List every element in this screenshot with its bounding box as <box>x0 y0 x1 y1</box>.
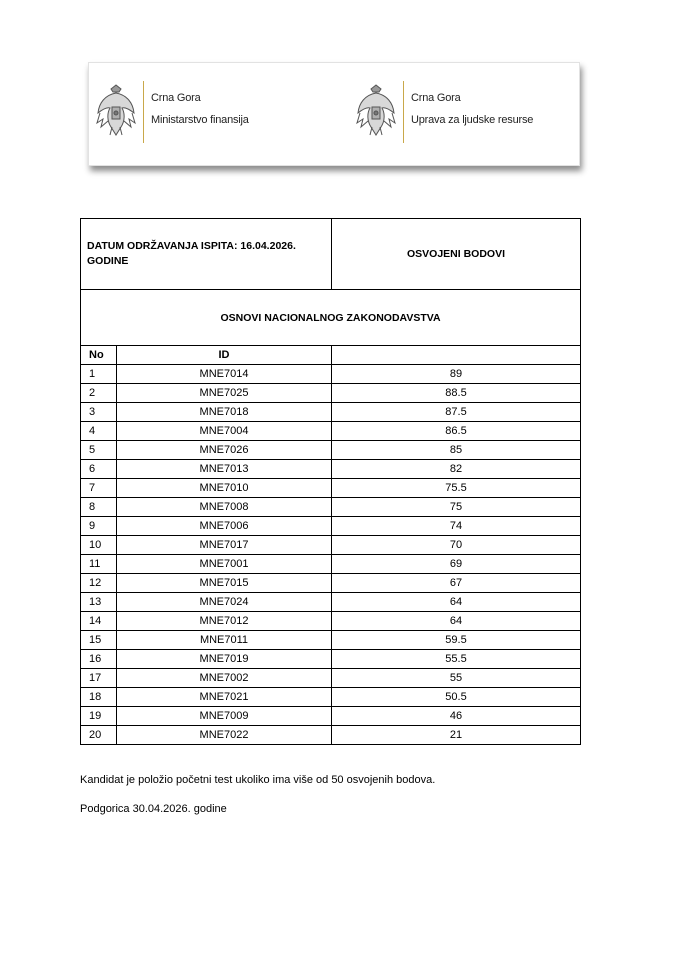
candidate-id: MNE7022 <box>117 726 332 745</box>
row-number: 17 <box>81 669 117 688</box>
table-row <box>81 650 581 669</box>
table-body <box>81 365 581 745</box>
table-row <box>81 726 581 745</box>
table-row <box>81 688 581 707</box>
points-value: 64 <box>332 593 581 612</box>
exam-results-table <box>80 218 581 745</box>
table-row <box>81 365 581 384</box>
points-value: 70 <box>332 536 581 555</box>
agency-label <box>411 87 533 131</box>
table-row <box>81 460 581 479</box>
header-banner <box>88 62 580 166</box>
candidate-id: MNE7011 <box>117 631 332 650</box>
candidate-id: MNE7019 <box>117 650 332 669</box>
candidate-id: MNE7013 <box>117 460 332 479</box>
row-number: 16 <box>81 650 117 669</box>
ministry-name: Ministarstvo finansija <box>151 114 249 126</box>
column-id-header: ID <box>117 346 332 365</box>
points-value: 64 <box>332 612 581 631</box>
row-number: 19 <box>81 707 117 726</box>
points-value: 75.5 <box>332 479 581 498</box>
candidate-id: MNE7001 <box>117 555 332 574</box>
coat-of-arms-icon <box>355 83 397 139</box>
table-header-row <box>81 219 581 290</box>
row-number: 15 <box>81 631 117 650</box>
candidate-id: MNE7018 <box>117 403 332 422</box>
candidate-id: MNE7025 <box>117 384 332 403</box>
points-value: 88.5 <box>332 384 581 403</box>
column-no-header: No <box>81 346 117 365</box>
points-value: 85 <box>332 441 581 460</box>
row-number: 12 <box>81 574 117 593</box>
row-number: 20 <box>81 726 117 745</box>
points-value: 75 <box>332 498 581 517</box>
table-row <box>81 384 581 403</box>
table-row <box>81 574 581 593</box>
place-and-date: Podgorica 30.04.2026. godine <box>80 803 227 815</box>
points-value: 46 <box>332 707 581 726</box>
table-row <box>81 707 581 726</box>
divider-line <box>403 81 404 143</box>
row-number: 11 <box>81 555 117 574</box>
row-number: 8 <box>81 498 117 517</box>
column-header-row <box>81 346 581 365</box>
points-value: 69 <box>332 555 581 574</box>
table-row <box>81 631 581 650</box>
table-row <box>81 517 581 536</box>
row-number: 3 <box>81 403 117 422</box>
row-number: 13 <box>81 593 117 612</box>
table-row <box>81 536 581 555</box>
row-number: 1 <box>81 365 117 384</box>
row-number: 14 <box>81 612 117 631</box>
row-number: 5 <box>81 441 117 460</box>
country-name: Crna Gora <box>411 92 461 104</box>
points-value: 87.5 <box>332 403 581 422</box>
candidate-id: MNE7009 <box>117 707 332 726</box>
points-value: 82 <box>332 460 581 479</box>
divider-line <box>143 81 144 143</box>
row-number: 7 <box>81 479 117 498</box>
points-header: OSVOJENI BODOVI <box>332 219 581 290</box>
row-number: 4 <box>81 422 117 441</box>
agency-name: Uprava za ljudske resurse <box>411 114 534 126</box>
country-name: Crna Gora <box>151 92 201 104</box>
row-number: 18 <box>81 688 117 707</box>
table-row <box>81 498 581 517</box>
candidate-id: MNE7021 <box>117 688 332 707</box>
section-title: OSNOVI NACIONALNOG ZAKONODAVSTVA <box>81 290 581 346</box>
column-points-header <box>332 346 581 365</box>
table-row <box>81 669 581 688</box>
points-value: 55 <box>332 669 581 688</box>
section-row <box>81 290 581 346</box>
table-row <box>81 593 581 612</box>
points-value: 55.5 <box>332 650 581 669</box>
candidate-id: MNE7008 <box>117 498 332 517</box>
ministry-label <box>151 87 249 131</box>
candidate-id: MNE7015 <box>117 574 332 593</box>
points-value: 67 <box>332 574 581 593</box>
candidate-id: MNE7017 <box>117 536 332 555</box>
row-number: 10 <box>81 536 117 555</box>
coat-of-arms-icon <box>95 83 137 139</box>
candidate-id: MNE7024 <box>117 593 332 612</box>
row-number: 2 <box>81 384 117 403</box>
pass-criteria-note: Kandidat je položio početni test ukoliko ima više od 50 osvojenih bodova. <box>80 774 436 786</box>
row-number: 9 <box>81 517 117 536</box>
points-value: 21 <box>332 726 581 745</box>
table-row <box>81 479 581 498</box>
points-value: 86.5 <box>332 422 581 441</box>
table-row <box>81 555 581 574</box>
points-value: 89 <box>332 365 581 384</box>
points-value: 74 <box>332 517 581 536</box>
points-value: 50.5 <box>332 688 581 707</box>
candidate-id: MNE7026 <box>117 441 332 460</box>
candidate-id: MNE7012 <box>117 612 332 631</box>
table-row <box>81 422 581 441</box>
points-value: 59.5 <box>332 631 581 650</box>
table-row <box>81 441 581 460</box>
candidate-id: MNE7002 <box>117 669 332 688</box>
exam-date-cell: DATUM ODRŽAVANJA ISPITA: 16.04.2026. GODINE <box>81 219 332 290</box>
table-row <box>81 403 581 422</box>
candidate-id: MNE7014 <box>117 365 332 384</box>
candidate-id: MNE7004 <box>117 422 332 441</box>
table-row <box>81 612 581 631</box>
candidate-id: MNE7006 <box>117 517 332 536</box>
candidate-id: MNE7010 <box>117 479 332 498</box>
row-number: 6 <box>81 460 117 479</box>
